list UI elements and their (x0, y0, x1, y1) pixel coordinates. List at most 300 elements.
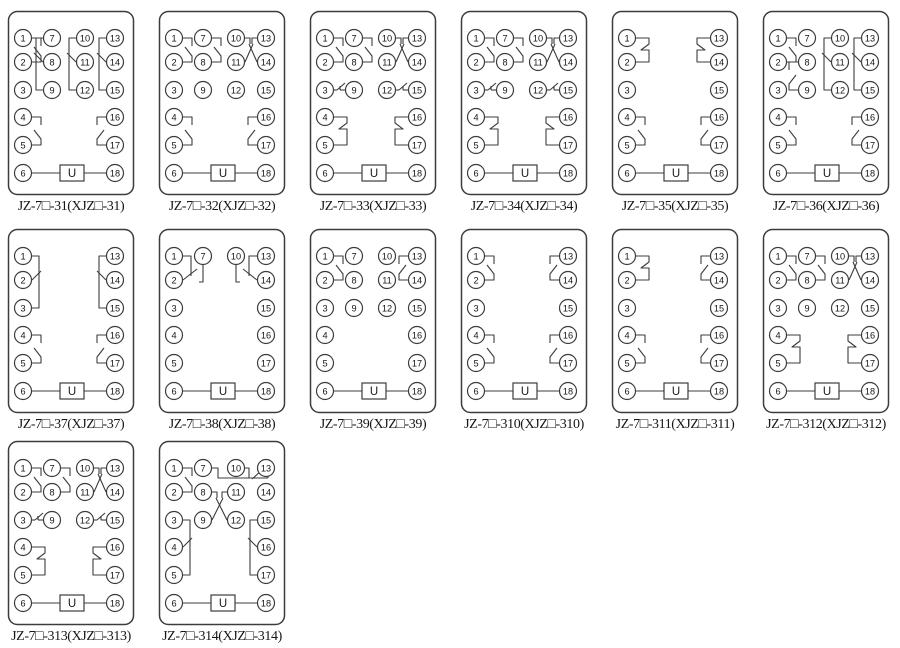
relay-panel-jz-7-314 (158, 440, 286, 645)
wiring-diagram (158, 10, 286, 196)
terminal-number: 1 (473, 33, 479, 44)
terminal-number: 1 (20, 33, 26, 44)
coil-u-symbol: U (822, 386, 832, 398)
terminal-number: 16 (260, 112, 272, 123)
terminal-number: 6 (171, 598, 177, 609)
terminal-4 (15, 109, 32, 126)
terminal-number: 10 (230, 463, 242, 474)
coil-u-symbol: U (67, 168, 77, 180)
terminal-number: 10 (79, 33, 91, 44)
terminal-number: 17 (260, 358, 272, 369)
terminal-5 (317, 137, 334, 154)
terminal-number: 15 (411, 85, 423, 96)
terminal-number: 2 (775, 275, 781, 286)
terminal-number: 14 (864, 275, 876, 286)
terminal-number: 6 (775, 168, 781, 179)
terminal-number: 14 (260, 57, 272, 68)
terminal-number: 18 (713, 386, 725, 397)
terminal-6 (770, 165, 787, 182)
terminal-5 (317, 355, 334, 372)
terminal-number: 7 (200, 33, 206, 44)
terminal-7 (44, 30, 61, 47)
relay-panel-jz-7-313 (7, 440, 135, 645)
terminal-number: 6 (322, 386, 328, 397)
terminal-number: 12 (834, 85, 846, 96)
terminal-16 (107, 327, 124, 344)
terminal-3 (166, 300, 183, 317)
terminal-14 (560, 272, 577, 289)
terminal-number: 17 (260, 140, 272, 151)
terminal-2 (619, 272, 636, 289)
terminal-number: 15 (562, 85, 574, 96)
terminal-number: 8 (502, 57, 508, 68)
terminal-9 (44, 82, 61, 99)
terminal-number: 11 (80, 487, 90, 498)
terminal-13 (711, 248, 728, 265)
terminal-15 (862, 82, 879, 99)
terminal-number: 13 (109, 33, 121, 44)
terminal-number: 14 (109, 275, 121, 286)
terminal-number: 14 (864, 57, 876, 68)
terminal-1 (15, 248, 32, 265)
terminal-13 (258, 248, 275, 265)
terminal-3 (468, 300, 485, 317)
terminal-number: 15 (713, 85, 725, 96)
terminal-10 (530, 30, 547, 47)
terminal-12 (379, 300, 396, 317)
terminal-9 (195, 82, 212, 99)
terminal-number: 13 (864, 33, 876, 44)
terminal-13 (258, 460, 275, 477)
terminal-5 (770, 137, 787, 154)
terminal-18 (862, 383, 879, 400)
terminal-number: 2 (20, 487, 26, 498)
wiring-diagram (762, 228, 890, 414)
terminal-14 (560, 54, 577, 71)
terminal-number: 18 (260, 386, 272, 397)
terminal-13 (560, 30, 577, 47)
terminal-number: 3 (20, 85, 26, 96)
terminal-10 (77, 460, 94, 477)
terminal-16 (107, 109, 124, 126)
terminal-number: 15 (713, 303, 725, 314)
terminal-number: 16 (109, 112, 121, 123)
terminal-3 (317, 82, 334, 99)
terminal-18 (258, 165, 275, 182)
terminal-18 (409, 383, 426, 400)
terminal-9 (799, 82, 816, 99)
terminal-number: 9 (804, 303, 810, 314)
relay-panel-jz-7-37 (7, 228, 135, 433)
terminal-number: 16 (713, 112, 725, 123)
terminal-number: 4 (473, 112, 479, 123)
terminal-number: 16 (109, 330, 121, 341)
terminal-number: 7 (49, 463, 55, 474)
terminal-11 (379, 54, 396, 71)
terminal-5 (15, 355, 32, 372)
terminal-6 (15, 595, 32, 612)
terminal-number: 5 (171, 570, 177, 581)
terminal-9 (799, 300, 816, 317)
panel-label: JZ-7□-39(XJZ□-39) (319, 417, 427, 432)
terminal-17 (258, 137, 275, 154)
panel-label: JZ-7□-313(XJZ□-313) (11, 629, 131, 644)
terminal-4 (166, 109, 183, 126)
terminal-16 (560, 327, 577, 344)
terminal-number: 17 (562, 358, 574, 369)
terminal-number: 15 (109, 85, 121, 96)
terminal-number: 3 (171, 85, 177, 96)
terminal-15 (862, 300, 879, 317)
terminal-number: 10 (79, 463, 91, 474)
terminal-13 (107, 248, 124, 265)
terminal-number: 4 (322, 112, 328, 123)
terminal-10 (379, 248, 396, 265)
terminal-number: 5 (20, 358, 26, 369)
terminal-number: 2 (473, 57, 479, 68)
terminal-number: 15 (411, 303, 423, 314)
terminal-number: 3 (473, 85, 479, 96)
terminal-1 (166, 248, 183, 265)
terminal-number: 14 (411, 275, 423, 286)
terminal-15 (560, 82, 577, 99)
wiring-diagram (762, 10, 890, 196)
terminal-6 (317, 383, 334, 400)
terminal-number: 7 (200, 251, 206, 262)
terminal-6 (468, 165, 485, 182)
wiring-diagram (7, 10, 135, 196)
terminal-16 (711, 327, 728, 344)
terminal-number: 1 (171, 251, 177, 262)
terminal-number: 18 (562, 168, 574, 179)
terminal-8 (195, 54, 212, 71)
terminal-number: 17 (109, 570, 121, 581)
terminal-14 (409, 54, 426, 71)
terminal-number: 10 (381, 251, 393, 262)
terminal-1 (317, 30, 334, 47)
terminal-number: 4 (775, 112, 781, 123)
terminal-number: 2 (624, 275, 630, 286)
terminal-4 (770, 109, 787, 126)
terminal-7 (346, 30, 363, 47)
wiring-diagram (7, 228, 135, 414)
terminal-4 (166, 539, 183, 556)
terminal-2 (166, 54, 183, 71)
terminal-number: 10 (381, 33, 393, 44)
terminal-4 (317, 327, 334, 344)
terminal-number: 6 (775, 386, 781, 397)
wiring-diagram (158, 228, 286, 414)
terminal-17 (560, 137, 577, 154)
terminal-number: 13 (109, 251, 121, 262)
terminal-number: 4 (20, 330, 26, 341)
terminal-10 (228, 248, 245, 265)
terminal-number: 10 (834, 33, 846, 44)
terminal-number: 11 (231, 487, 241, 498)
terminal-12 (77, 512, 94, 529)
terminal-number: 1 (20, 463, 26, 474)
terminal-number: 14 (411, 57, 423, 68)
terminal-11 (228, 484, 245, 501)
terminal-number: 12 (532, 85, 544, 96)
terminal-number: 13 (260, 463, 272, 474)
terminal-17 (409, 137, 426, 154)
terminal-2 (317, 54, 334, 71)
terminal-number: 14 (260, 487, 272, 498)
terminal-number: 6 (624, 386, 630, 397)
terminal-number: 17 (411, 140, 423, 151)
wiring-diagram (611, 10, 739, 196)
terminal-number: 15 (109, 515, 121, 526)
terminal-6 (468, 383, 485, 400)
terminal-number: 4 (171, 112, 177, 123)
terminal-8 (44, 54, 61, 71)
terminal-number: 9 (200, 515, 206, 526)
terminal-14 (409, 272, 426, 289)
terminal-number: 8 (49, 57, 55, 68)
terminal-number: 2 (322, 57, 328, 68)
terminal-number: 12 (834, 303, 846, 314)
terminal-number: 11 (80, 57, 90, 68)
terminal-number: 18 (109, 386, 121, 397)
terminal-16 (409, 327, 426, 344)
panel-label: JZ-7□-311(XJZ□-311) (615, 417, 735, 432)
terminal-number: 5 (624, 358, 630, 369)
terminal-number: 11 (382, 275, 392, 286)
panel-label: JZ-7□-310(XJZ□-310) (464, 417, 584, 432)
coil-u-symbol: U (67, 386, 77, 398)
terminal-14 (711, 54, 728, 71)
terminal-4 (468, 327, 485, 344)
terminal-1 (15, 30, 32, 47)
terminal-number: 6 (624, 168, 630, 179)
terminal-7 (346, 248, 363, 265)
terminal-number: 8 (49, 487, 55, 498)
terminal-12 (832, 82, 849, 99)
terminal-6 (317, 165, 334, 182)
terminal-number: 11 (382, 57, 392, 68)
relay-panel-jz-7-34 (460, 10, 588, 215)
terminal-2 (619, 54, 636, 71)
terminal-9 (497, 82, 514, 99)
terminal-13 (258, 30, 275, 47)
terminal-number: 5 (171, 358, 177, 369)
terminal-number: 3 (624, 303, 630, 314)
terminal-14 (107, 272, 124, 289)
terminal-number: 8 (351, 275, 357, 286)
terminal-number: 18 (562, 386, 574, 397)
terminal-number: 4 (624, 112, 630, 123)
terminal-number: 14 (713, 57, 725, 68)
terminal-number: 6 (20, 598, 26, 609)
terminal-number: 5 (171, 140, 177, 151)
panel-row-3 (0, 440, 900, 645)
terminal-number: 5 (775, 140, 781, 151)
terminal-number: 1 (775, 251, 781, 262)
terminal-number: 15 (260, 515, 272, 526)
terminal-number: 3 (322, 85, 328, 96)
terminal-number: 14 (562, 275, 574, 286)
terminal-2 (15, 54, 32, 71)
terminal-12 (530, 82, 547, 99)
terminal-6 (15, 383, 32, 400)
terminal-13 (560, 248, 577, 265)
terminal-5 (166, 137, 183, 154)
terminal-16 (560, 109, 577, 126)
terminal-number: 10 (532, 33, 544, 44)
terminal-7 (497, 30, 514, 47)
terminal-17 (258, 355, 275, 372)
terminal-number: 13 (260, 33, 272, 44)
terminal-number: 15 (260, 303, 272, 314)
terminal-10 (832, 248, 849, 265)
terminal-16 (711, 109, 728, 126)
terminal-4 (619, 327, 636, 344)
terminal-number: 3 (20, 303, 26, 314)
terminal-number: 17 (864, 358, 876, 369)
terminal-12 (77, 82, 94, 99)
terminal-number: 5 (20, 570, 26, 581)
terminal-number: 7 (351, 251, 357, 262)
terminal-number: 17 (562, 140, 574, 151)
terminal-number: 13 (713, 251, 725, 262)
terminal-number: 2 (473, 275, 479, 286)
terminal-number: 13 (260, 251, 272, 262)
wiring-diagram (309, 10, 437, 196)
terminal-number: 13 (562, 33, 574, 44)
panel-label: JZ-7□-314(XJZ□-314) (162, 629, 282, 644)
terminal-3 (166, 82, 183, 99)
terminal-number: 6 (171, 168, 177, 179)
relay-panel-jz-7-33 (309, 10, 437, 215)
terminal-11 (228, 54, 245, 71)
terminal-11 (77, 484, 94, 501)
terminal-number: 10 (834, 251, 846, 262)
terminal-number: 12 (381, 303, 393, 314)
terminal-number: 8 (804, 57, 810, 68)
terminal-number: 4 (171, 542, 177, 553)
panel-label: JZ-7□-38(XJZ□-38) (168, 417, 276, 432)
terminal-4 (166, 327, 183, 344)
terminal-13 (409, 30, 426, 47)
terminal-16 (862, 109, 879, 126)
terminal-1 (619, 30, 636, 47)
terminal-14 (258, 484, 275, 501)
terminal-number: 1 (624, 33, 630, 44)
relay-panel-jz-7-39 (309, 228, 437, 433)
terminal-number: 11 (231, 57, 241, 68)
terminal-3 (317, 300, 334, 317)
terminal-number: 2 (171, 275, 177, 286)
terminal-13 (711, 30, 728, 47)
panel-label: JZ-7□-31(XJZ□-31) (17, 199, 125, 214)
panel-label: JZ-7□-32(XJZ□-32) (168, 199, 276, 214)
terminal-8 (799, 54, 816, 71)
terminal-number: 13 (411, 33, 423, 44)
terminal-18 (560, 165, 577, 182)
terminal-14 (862, 54, 879, 71)
coil-u-symbol: U (671, 168, 681, 180)
terminal-number: 15 (864, 303, 876, 314)
terminal-number: 6 (20, 168, 26, 179)
wiring-diagram (7, 440, 135, 626)
wiring-diagram (611, 228, 739, 414)
panel-row-2 (0, 228, 900, 433)
terminal-8 (44, 484, 61, 501)
terminal-number: 12 (230, 515, 242, 526)
terminal-number: 11 (835, 57, 845, 68)
terminal-number: 1 (473, 251, 479, 262)
panel-label: JZ-7□-36(XJZ□-36) (772, 199, 880, 214)
terminal-number: 4 (171, 330, 177, 341)
terminal-number: 16 (864, 330, 876, 341)
terminal-17 (258, 567, 275, 584)
terminal-number: 2 (322, 275, 328, 286)
terminal-5 (619, 355, 636, 372)
terminal-number: 9 (200, 85, 206, 96)
terminal-12 (832, 300, 849, 317)
terminal-5 (619, 137, 636, 154)
terminal-18 (409, 165, 426, 182)
terminal-number: 9 (49, 515, 55, 526)
terminal-1 (770, 30, 787, 47)
terminal-15 (711, 300, 728, 317)
terminal-4 (468, 109, 485, 126)
terminal-17 (409, 355, 426, 372)
terminal-1 (15, 460, 32, 477)
terminal-number: 7 (804, 33, 810, 44)
terminal-number: 1 (20, 251, 26, 262)
terminal-12 (228, 82, 245, 99)
terminal-number: 16 (864, 112, 876, 123)
terminal-number: 18 (864, 168, 876, 179)
terminal-6 (166, 595, 183, 612)
terminal-number: 18 (260, 598, 272, 609)
terminal-13 (107, 30, 124, 47)
terminal-18 (258, 383, 275, 400)
terminal-number: 1 (171, 33, 177, 44)
terminal-number: 13 (713, 33, 725, 44)
terminal-14 (107, 484, 124, 501)
terminal-15 (258, 512, 275, 529)
terminal-10 (832, 30, 849, 47)
terminal-number: 5 (624, 140, 630, 151)
terminal-6 (619, 165, 636, 182)
terminal-17 (107, 355, 124, 372)
terminal-number: 6 (322, 168, 328, 179)
terminal-2 (317, 272, 334, 289)
terminal-5 (15, 137, 32, 154)
terminal-number: 8 (351, 57, 357, 68)
terminal-17 (711, 355, 728, 372)
terminal-number: 13 (864, 251, 876, 262)
terminal-5 (166, 567, 183, 584)
terminal-number: 1 (171, 463, 177, 474)
terminal-number: 17 (260, 570, 272, 581)
panel-label: JZ-7□-34(XJZ□-34) (470, 199, 578, 214)
terminal-3 (770, 82, 787, 99)
terminal-14 (862, 272, 879, 289)
terminal-number: 16 (109, 542, 121, 553)
terminal-number: 16 (260, 330, 272, 341)
terminal-7 (799, 248, 816, 265)
terminal-2 (166, 484, 183, 501)
terminal-number: 10 (230, 33, 242, 44)
terminal-number: 11 (835, 275, 845, 286)
terminal-number: 13 (109, 463, 121, 474)
terminal-number: 3 (171, 303, 177, 314)
relay-panel-jz-7-32 (158, 10, 286, 215)
